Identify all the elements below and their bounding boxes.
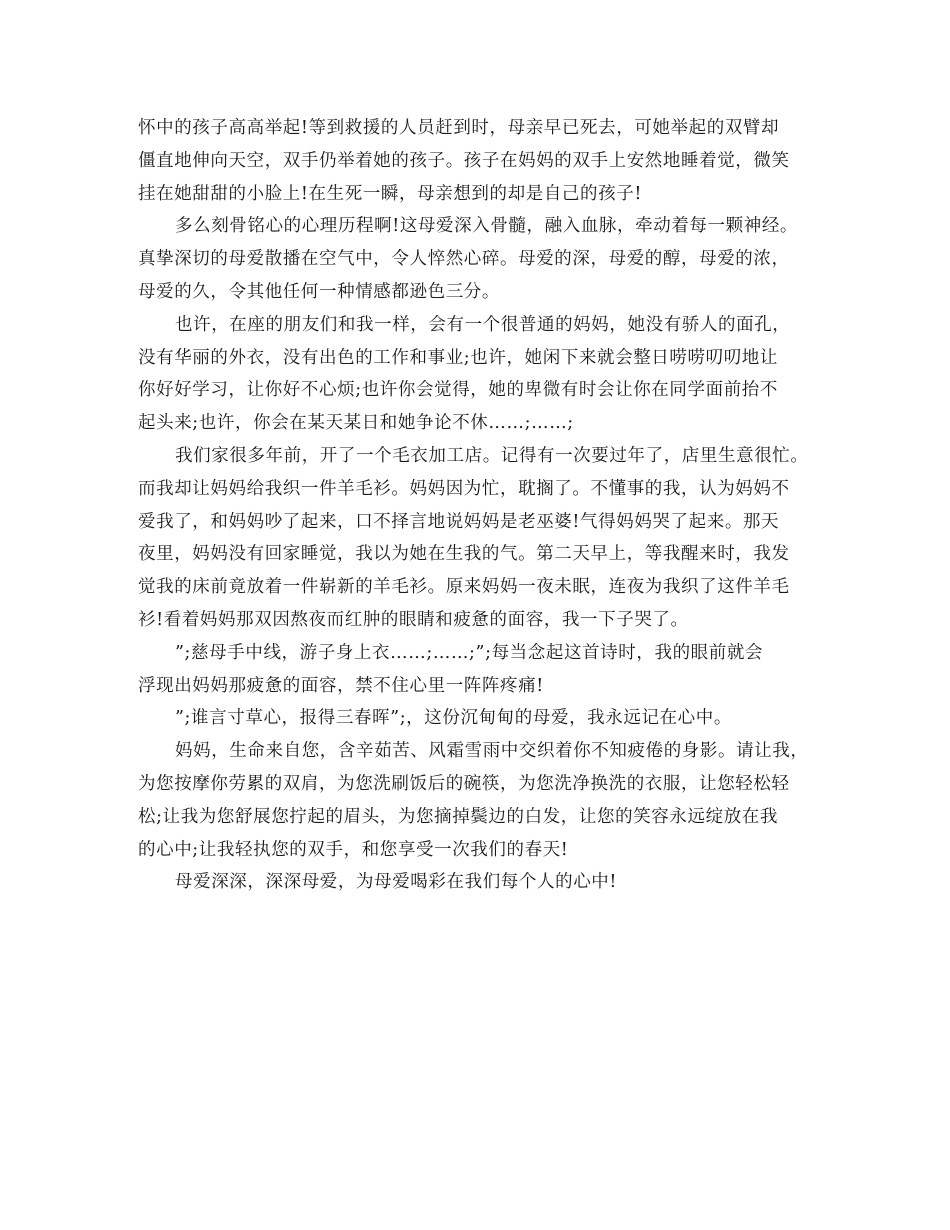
- text-line: 浮现出妈妈那疲惫的面容，禁不住心里一阵阵疼痛!: [138, 675, 544, 696]
- text-line: ”;慈母手中线，游子身上衣……;……;”;每当念起这首诗时，我的眼前就会: [175, 642, 764, 663]
- text-line: 怀中的孩子高高举起!等到救援的人员赶到时，母亲早已死去，可她举起的双臂却: [138, 118, 780, 138]
- text-line: 母爱的久，令其他任何一种情感都逊色三分。: [138, 281, 500, 302]
- text-line: 的心中;让我轻执您的双手，和您享受一次我们的春天!: [138, 839, 569, 860]
- text-line: 真挚深切的母爱散播在空气中，令人悴然心碎。母爱的深，母爱的醇，母爱的浓，: [138, 249, 790, 270]
- text-line: 多么刻骨铭心的心理历程啊!这母爱深入骨髓，融入血脉，牵动着每一颗神经。: [175, 216, 799, 237]
- text-line: 为您按摩你劳累的双肩，为您洗刷饭后的碗筷，为您洗净换洗的衣服，让您轻松轻: [138, 773, 790, 794]
- text-line: 松;让我为您舒展您拧起的眉头，为您摘掉鬓边的白发，让您的笑容永远绽放在我: [138, 806, 778, 827]
- text-line: 爱我了，和妈妈吵了起来，口不择言地说妈妈是老巫婆!气得妈妈哭了起来。那天: [138, 511, 780, 532]
- text-line: 妈妈，生命来自您，含辛茹苦、风霜雪雨中交织着你不知疲倦的身影。请让我，: [175, 741, 809, 762]
- text-line: 衫!看着妈妈那双因熬夜而红肿的眼睛和疲惫的面容，我一下子哭了。: [138, 609, 689, 630]
- text-line: 也许，在座的朋友们和我一样，会有一个很普通的妈妈，她没有骄人的面孔，: [175, 314, 791, 335]
- text-line: 而我却让妈妈给我织一件羊毛衫。妈妈因为忙，耽搁了。不懂事的我，认为妈妈不: [138, 478, 790, 499]
- text-line: 夜里，妈妈没有回家睡觉，我以为她在生我的气。第二天早上，等我醒来时，我发: [138, 544, 790, 565]
- text-line: 觉我的床前竟放着一件崭新的羊毛衫。原来妈妈一夜未眠，连夜为我织了这件羊毛: [138, 577, 790, 598]
- text-line: 没有华丽的外衣，没有出色的工作和事业;也许，她闲下来就会整日唠唠叨叨地让: [138, 347, 778, 368]
- text-line: 你好好学习，让你好不心烦;也许你会觉得，她的卑微有时会让你在同学面前抬不: [138, 380, 778, 401]
- text-line: ”;谁言寸草心，报得三春晖”;，这份沉甸甸的母爱，我永远记在心中。: [175, 708, 732, 729]
- text-line: 母爱深深，深深母爱，为母爱喝彩在我们每个人的心中!: [175, 872, 618, 893]
- text-line: 挂在她甜甜的小脸上!在生死一瞬，母亲想到的却是自己的孩子!: [138, 183, 642, 204]
- text-line: 我们家很多年前，开了一个毛衣加工店。记得有一次要过年了，店里生意很忙。: [175, 445, 809, 466]
- text-line: 僵直地伸向天空，双手仍举着她的孩子。孩子在妈妈的双手上安然地睡着觉，微笑: [138, 150, 790, 171]
- text-line: 起头来;也许，你会在某天某日和她争论不休……;……;: [138, 413, 574, 434]
- document-body: [138, 112, 828, 899]
